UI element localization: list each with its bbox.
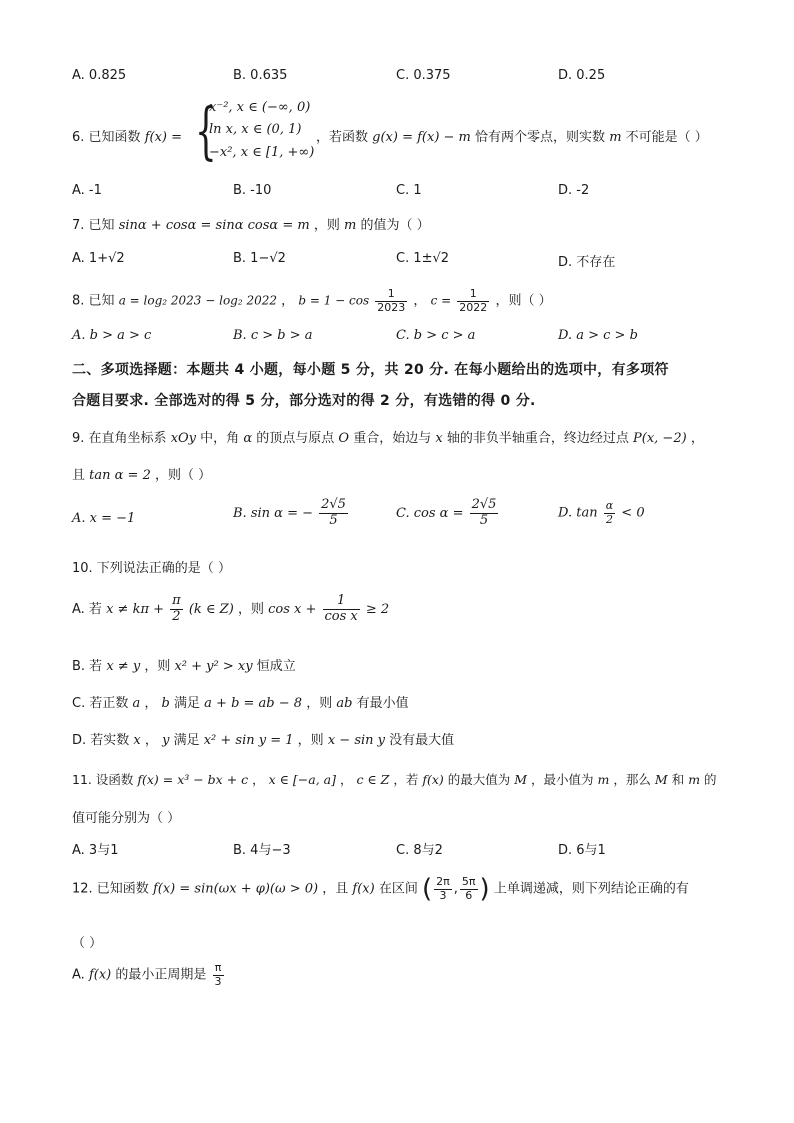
q12-a-fraction bbox=[213, 962, 224, 988]
q6-option-d: D. -2 bbox=[558, 183, 590, 198]
q10-b-end: 恒成立 bbox=[256, 659, 296, 674]
q12-int-num1: 2π bbox=[436, 874, 450, 888]
q6-prefix: 6. 已知函数 bbox=[72, 130, 141, 145]
q9-b-den: 5 bbox=[329, 512, 338, 528]
q12-paren-close: ) bbox=[479, 874, 490, 904]
q11-s7: 和 bbox=[671, 772, 685, 787]
q10-d-pre: D. 若实数 bbox=[72, 733, 130, 748]
q7-expr: sinα + cosα = sinα cosα = m bbox=[118, 218, 310, 233]
q12-fx: f(x) = sin(ωx + φ)(ω > 0) bbox=[152, 881, 319, 897]
q9-d-pre: D. tan bbox=[558, 505, 598, 521]
q9-comma: ， bbox=[690, 431, 704, 446]
q8-option-a: A. b > a > c bbox=[72, 328, 152, 343]
q10-c-a: a bbox=[132, 696, 141, 711]
q6-end: 不可能是（ ） bbox=[625, 130, 708, 145]
q12-a-num: π bbox=[213, 962, 224, 976]
q12-int-den1: 3 bbox=[439, 888, 447, 902]
q8-b-num: 1 bbox=[375, 288, 407, 302]
q6-gx: g(x) = f(x) − m bbox=[372, 130, 471, 145]
q9-text-2: 中，角 bbox=[200, 431, 240, 446]
q10-a-num: π bbox=[172, 593, 181, 608]
q8-b-pre: b = 1 − cos bbox=[298, 293, 370, 308]
q10-a-pre: A. 若 bbox=[72, 601, 102, 617]
q9-xoy: xOy bbox=[170, 431, 197, 446]
q10-a-cond2: (k ∈ Z) bbox=[188, 601, 234, 617]
q10-d-y: y bbox=[162, 733, 170, 748]
q10-d-expr: x² + sin y = 1 bbox=[203, 733, 294, 748]
q11-s6: ，那么 bbox=[613, 772, 651, 787]
q9-d-den: 2 bbox=[605, 512, 613, 526]
q7-option-d: D. 不存在 bbox=[558, 255, 616, 270]
q8-option-d: D. a > c > b bbox=[558, 328, 638, 343]
q10-d-expr2: x − sin y bbox=[327, 733, 385, 748]
q12-option-a bbox=[72, 962, 226, 988]
q11-domain: x ∈ [−a, a] bbox=[268, 772, 336, 787]
q10-option-c bbox=[72, 692, 409, 711]
q9-stem-line1 bbox=[72, 427, 704, 446]
q10-a-den: 2 bbox=[172, 608, 181, 624]
q9-b-fraction bbox=[319, 498, 348, 529]
q6-m: m bbox=[609, 130, 622, 145]
q8-c-num: 1 bbox=[457, 288, 489, 302]
q6-mid: ，若函数 bbox=[316, 130, 369, 145]
q11-s5: ，最小值为 bbox=[531, 772, 594, 787]
q11-f2: f(x) bbox=[422, 772, 444, 787]
q11-s8: 的 bbox=[704, 772, 717, 787]
q10-c-b: b bbox=[161, 696, 170, 711]
q9-text-5: 轴的非负半轴重合，终边经过点 bbox=[446, 431, 629, 446]
q11-prefix: 11. 设函数 bbox=[72, 772, 134, 787]
q6-option-b: B. -10 bbox=[233, 183, 272, 198]
q12-int-num2: 5π bbox=[461, 874, 476, 888]
q9-alpha: α bbox=[243, 431, 253, 446]
q10-d-sep: ， bbox=[144, 733, 158, 748]
q10-b-cond: x ≠ y bbox=[106, 659, 141, 674]
q12-interval-left bbox=[434, 876, 452, 902]
q12-a-f: f(x) bbox=[88, 967, 112, 983]
q8-stem: 8. 已知 a = log₂ 2023 − log₂ 2022 ， b = 1 − cos $\frac{1}{2023}$ ， c = $\frac{1}{2022}$ ，则（ ） bbox=[72, 287, 552, 314]
q10-option-b bbox=[72, 655, 296, 674]
q6-piece-3: −x², x ∈ [1, +∞) bbox=[209, 145, 315, 160]
q10-d-end: 没有最大值 bbox=[389, 733, 455, 748]
q11-s1: ， bbox=[252, 772, 265, 787]
q9-c-pre: C. cos α = bbox=[396, 505, 464, 521]
q7-m: m bbox=[344, 218, 357, 233]
q12-a-mid: 的最小正周期是 bbox=[115, 967, 207, 983]
q12-s2: 在区间 bbox=[378, 881, 418, 897]
q10-b-mid: ，则 bbox=[144, 659, 171, 674]
q8-prefix: 8. 已知 bbox=[72, 293, 115, 309]
q9-text-7: ，则（ ） bbox=[154, 468, 212, 483]
q8-b-den: 2023 bbox=[377, 300, 406, 314]
q6-piece-1: x⁻², x ∈ (−∞, 0) bbox=[209, 100, 311, 115]
q6-fx: f(x) = bbox=[144, 130, 182, 145]
q12-int-den2: 6 bbox=[465, 888, 473, 902]
q12-f2: f(x) bbox=[352, 881, 375, 897]
q9-text-6: 且 bbox=[72, 468, 86, 483]
q10-a-num2: 1 bbox=[323, 594, 360, 610]
q9-stem-line2 bbox=[72, 464, 211, 483]
q9-text-3: 的顶点与原点 bbox=[256, 431, 335, 446]
q10-d-x: x bbox=[133, 733, 141, 748]
q11-s4: 的最大值为 bbox=[447, 772, 511, 787]
q10-a-end: ≥ 2 bbox=[365, 601, 390, 617]
q11-s2: ， bbox=[339, 772, 353, 787]
q7-option-a: A. 1+√2 bbox=[72, 251, 125, 266]
q10-a-fraction2 bbox=[323, 594, 360, 625]
q5-option-d: D. 0.25 bbox=[558, 68, 606, 83]
q6-piece-2: ln x, x ∈ (0, 1) bbox=[209, 122, 302, 137]
q11-m2: m bbox=[688, 772, 701, 787]
q12-s1: ，且 bbox=[322, 881, 349, 897]
q9-c-den: 5 bbox=[479, 512, 489, 528]
q10-c-mid2: ，则 bbox=[306, 696, 333, 711]
q9-text-1: 9. 在直角坐标系 bbox=[72, 431, 167, 446]
q5-option-c: C. 0.375 bbox=[396, 68, 451, 83]
q11-option-b: B. 4与−3 bbox=[233, 843, 291, 858]
q11-stem-line2: 值可能分别为（ ） bbox=[72, 811, 181, 826]
q6-option-a: A. -1 bbox=[72, 183, 102, 198]
q10-d-mid2: ，则 bbox=[297, 733, 324, 748]
q9-point: P(x, −2) bbox=[633, 431, 687, 446]
q6-option-c: C. 1 bbox=[396, 183, 422, 198]
q12-a-den: 3 bbox=[214, 974, 222, 988]
q7-end: 的值为（ ） bbox=[360, 218, 430, 233]
q10-a-den2: cos x bbox=[324, 608, 358, 624]
q10-b-expr: x² + y² > xy bbox=[174, 659, 253, 674]
q9-text-4: 重合，始边与 bbox=[353, 431, 432, 446]
q9-origin: O bbox=[338, 431, 350, 446]
q9-option-d bbox=[558, 500, 645, 526]
q12-interval-right bbox=[460, 876, 478, 902]
q10-option-a bbox=[72, 594, 389, 625]
q10-c-ab: ab bbox=[336, 696, 353, 711]
q6-stem-start bbox=[72, 126, 182, 145]
q11-M2: M bbox=[654, 772, 668, 787]
q9-d-num: α bbox=[605, 499, 614, 512]
q7-option-c: C. 1±√2 bbox=[396, 251, 450, 266]
section2-line2: 合题目要求. 全部选对的得 5 分，部分选对的得 2 分，有选错的得 0 分. bbox=[72, 393, 536, 409]
q12-s3: 上单调递减，则下列结论正确的有 bbox=[493, 881, 689, 897]
q8-option-c: C. b > c > a bbox=[396, 328, 476, 343]
q9-option-c bbox=[396, 498, 500, 529]
q11-option-a: A. 3与1 bbox=[72, 843, 119, 858]
q11-fx: f(x) = x³ − bx + c bbox=[137, 772, 249, 787]
q10-option-d bbox=[72, 729, 454, 748]
q8-b-fraction bbox=[375, 288, 407, 314]
q8-c-fraction bbox=[457, 288, 489, 314]
q9-b-pre: B. sin α = − bbox=[233, 505, 313, 521]
q7-prefix: 7. 已知 bbox=[72, 218, 115, 233]
q9-c-num: 2√5 bbox=[471, 497, 497, 512]
q8-option-b: B. c > b > a bbox=[233, 328, 313, 343]
q12-stem-line1: 12. 已知函数 f(x) = sin(ωx + φ)(ω > 0) ，且 f(x) 在区间 ( $\frac{2\pi}{3}$ , $\frac{5\pi}{6}$ ) 上单调递减，则下列结论正确的有 bbox=[72, 874, 689, 904]
q11-M: M bbox=[514, 772, 528, 787]
q10-a-cond: x ≠ kπ + bbox=[106, 601, 165, 617]
q10-c-pre: C. 若正数 bbox=[72, 696, 129, 711]
q10-d-mid: 满足 bbox=[173, 733, 200, 748]
q9-x: x bbox=[435, 431, 443, 446]
q11-cz: c ∈ Z bbox=[356, 772, 390, 787]
q8-c-den: 2022 bbox=[459, 300, 488, 314]
q6-brace: { bbox=[195, 94, 217, 167]
q9-option-b bbox=[233, 498, 350, 529]
q10-b-pre: B. 若 bbox=[72, 659, 103, 674]
q8-c-pre: c = bbox=[430, 293, 452, 308]
q7-option-b: B. 1−√2 bbox=[233, 251, 286, 266]
q10-a-fraction bbox=[170, 594, 183, 625]
q10-c-expr: a + b = ab − 8 bbox=[204, 696, 303, 711]
q11-stem-line1 bbox=[72, 770, 717, 788]
q12-paren-open: ( bbox=[422, 874, 433, 904]
q8-a-expr: a = log₂ 2023 − log₂ 2022 bbox=[118, 293, 278, 308]
q9-tan: tan α = 2 bbox=[89, 468, 151, 483]
q6-stem-end bbox=[316, 126, 708, 145]
q9-c-fraction bbox=[470, 498, 499, 529]
q5-option-b: B. 0.635 bbox=[233, 68, 288, 83]
q11-s3: ，若 bbox=[393, 772, 419, 787]
q10-a-expr: cos x + bbox=[268, 601, 317, 617]
q7-mid: ，则 bbox=[313, 218, 340, 233]
q12-prefix: 12. 已知函数 bbox=[72, 881, 149, 897]
q10-c-mid: 满足 bbox=[174, 696, 201, 711]
q9-option-a: A. x = −1 bbox=[72, 511, 136, 526]
q9-d-fraction bbox=[604, 500, 615, 526]
q11-m: m bbox=[597, 772, 610, 787]
q10-c-sep: ， bbox=[144, 696, 158, 711]
q11-option-c: C. 8与2 bbox=[396, 843, 443, 858]
q12-stem-line2: （ ） bbox=[72, 936, 103, 951]
q9-d-post: < 0 bbox=[621, 505, 645, 521]
q11-option-d: D. 6与1 bbox=[558, 843, 606, 858]
q7-stem bbox=[72, 214, 430, 233]
q12-a-pre: A. bbox=[72, 967, 85, 983]
q9-b-num: 2√5 bbox=[321, 497, 346, 512]
q8-end: ，则（ ） bbox=[495, 293, 552, 309]
q10-stem: 10. 下列说法正确的是（ ） bbox=[72, 561, 231, 576]
section2-line1: 二、多项选择题：本题共 4 小题，每小题 5 分，共 20 分. 在每小题给出的选项中，有多项符 bbox=[72, 362, 669, 378]
q5-option-a: A. 0.825 bbox=[72, 68, 127, 83]
q6-suffix: 恰有两个零点，则实数 bbox=[475, 130, 606, 145]
q10-a-mid: ，则 bbox=[237, 601, 264, 617]
q10-c-end: 有最小值 bbox=[356, 696, 409, 711]
